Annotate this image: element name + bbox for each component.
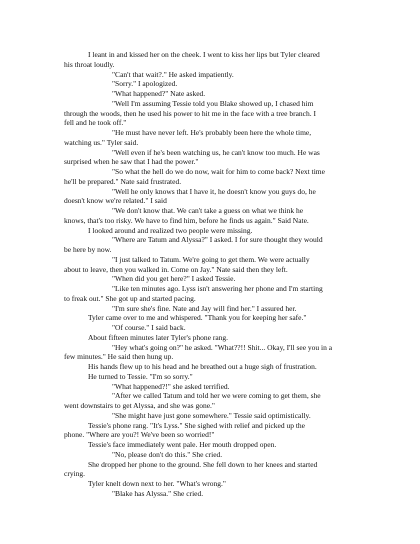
text-line: I looked around and realized two people were missing. bbox=[88, 225, 253, 235]
body-text bbox=[64, 50, 358, 499]
text-line: about to leave, then you walked in. Come on Jay." Nate said then they left. bbox=[64, 264, 288, 274]
text-line: "What happened?!" she asked terrified. bbox=[112, 381, 230, 391]
text-line: Tyler knelt down next to her. "What's wrong." bbox=[88, 479, 226, 488]
text-line: phone. "Where are you?! We've been so worried!" bbox=[64, 430, 215, 440]
text-line: he'll be prepared." Nate said frustrated. bbox=[64, 176, 182, 186]
text-line: "Can't that wait?." He asked impatiently. bbox=[112, 69, 234, 79]
text-line: Tessie's phone rang. "It's Lyss." She sighed with relief and picked up the bbox=[88, 420, 306, 430]
text-line: "Well even if he's been watching us, he can't know too much. He was bbox=[112, 147, 320, 157]
text-line: "What happened?" Nate asked. bbox=[112, 89, 206, 98]
text-line: "So what the hell do we do now, wait for him to come back? Next time bbox=[112, 167, 325, 176]
text-line: "Hey what's going on?" he asked. "What??!! Shit... Okay, I'll see you in a bbox=[112, 342, 333, 352]
text-line: crying. bbox=[64, 469, 86, 479]
text-line: "Where are Tatum and Alyssa?" I asked. I for sure thought they would bbox=[112, 235, 323, 245]
text-line: "Blake has Alyssa." She cried. bbox=[112, 488, 204, 498]
text-line: "I just talked to Tatum. We're going to get them. We were actually bbox=[112, 254, 310, 264]
text-line: "Of course." I said back. bbox=[112, 323, 186, 332]
text-line: surprised when he saw that I had the power." bbox=[64, 157, 199, 167]
text-line: few minutes." He said then hung up. bbox=[64, 352, 174, 362]
text-line: "He must have never left. He's probably been here the whole time, bbox=[112, 128, 312, 137]
text-line: "Like ten minutes ago. Lyss isn't answering her phone and I'm starting bbox=[112, 284, 323, 293]
text-line: "I'm sure she's fine. Nate and Jay will find her." I assured her. bbox=[112, 303, 297, 313]
text-line: through the woods, then he used his power to hit me in the face with a tree branch. I bbox=[64, 108, 317, 118]
text-line: "Well he only knows that I have it, he doesn't know you guys do, he bbox=[112, 186, 316, 196]
text-line: His hands flew up to his head and he breathed out a huge sigh of frustration. bbox=[88, 362, 317, 371]
text-line: "Sorry." I apologized. bbox=[112, 79, 178, 89]
text-line: fell and he took off." bbox=[64, 118, 127, 128]
text-line: his throat loudly. bbox=[64, 59, 115, 69]
text-line: He turned to Tessie. "I'm so sorry." bbox=[88, 371, 193, 381]
text-line: I leant in and kissed her on the cheek. I went to kiss her lips but Tyler cleared bbox=[88, 50, 320, 59]
text-line: knows, that's too risky. We have to find him, before he finds us again." Said Nate. bbox=[64, 215, 309, 225]
text-line: to freak out." She got up and started pacing. bbox=[64, 293, 196, 303]
text-line: watching us." Tyler said. bbox=[64, 137, 139, 147]
text-line: "After we called Tatum and told her we were coming to get them, she bbox=[112, 391, 321, 401]
text-line: be here by now. bbox=[64, 245, 112, 254]
text-line: "When did you get here?" I asked Tessie. bbox=[112, 274, 236, 284]
text-line: "Well I'm assuming Tessie told you Blake showed up, I chased him bbox=[112, 98, 314, 108]
text-line: doesn't know we're related." I said bbox=[64, 196, 167, 206]
text-line: Tyler came over to me and whispered. "Thank you for keeping her safe." bbox=[88, 313, 307, 323]
text-line: "She might have just gone somewhere." Tessie said optimistically. bbox=[112, 410, 311, 420]
text-line: She dropped her phone to the ground. She fell down to her knees and started bbox=[88, 459, 318, 469]
text-line: About fifteen minutes later Tyler's phone rang. bbox=[88, 332, 229, 342]
text-line: "No, please don't do this." She cried. bbox=[112, 449, 223, 459]
text-line: Tessie's face immediately went pale. Her mouth dropped open. bbox=[88, 440, 277, 449]
text-line: "We don't know that. We can't take a guess on what we think he bbox=[112, 206, 304, 215]
text-line: went downstairs to get Alyssa, and she was gone." bbox=[64, 401, 215, 410]
